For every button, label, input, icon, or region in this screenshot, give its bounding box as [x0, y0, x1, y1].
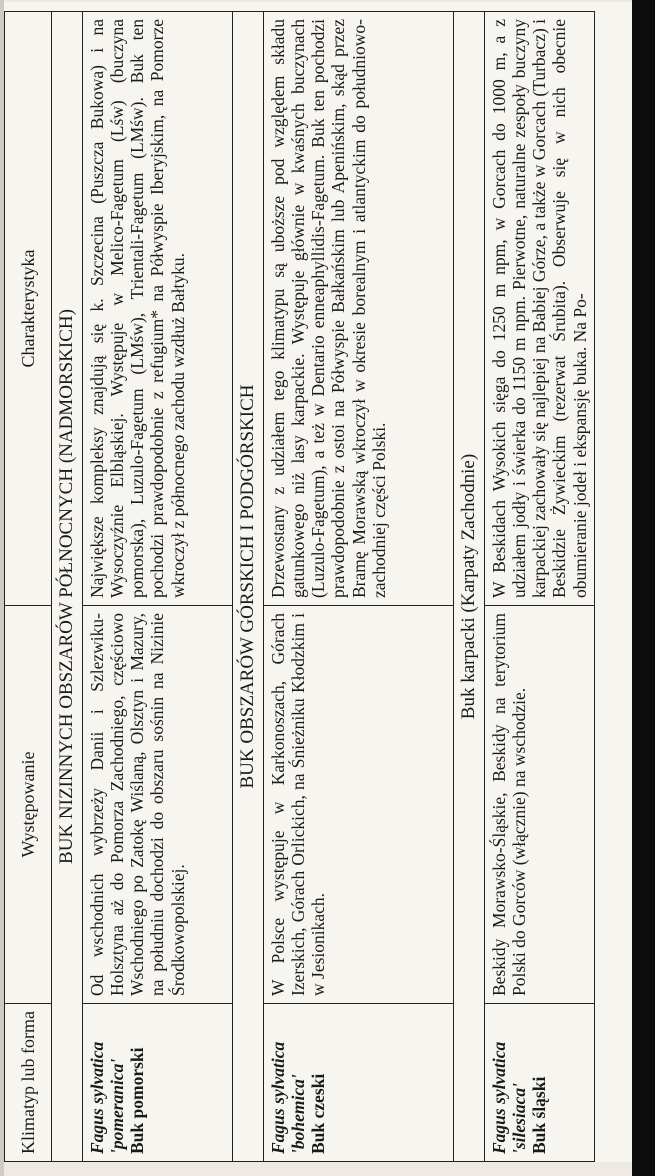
table-row — [264, 12, 454, 1162]
occurrence-cell: Od wschodnich wybrzeży Danii i Szlezwiku-Holsztyna aż do Pomorza Zachodniego, częściowo Wschodniego po Zatokę Wiślaną, Olsztyn i Mazury, na południu dochodzi do obszaru sośnin na Nizinie Środkowopolskiej. — [83, 606, 233, 1004]
section-title: Buk karpacki (Karpaty Zachodnie) — [454, 12, 485, 1162]
header-characteristics: Charakterystyka — [5, 12, 52, 606]
document-page — [4, 2, 632, 1162]
occurrence-cell: Beskidy Morawsko-Śląskie, Beskidy na terytorium Polski do Gorców (włącznie) na wschodzie. — [485, 606, 595, 1004]
section-row — [233, 12, 264, 1162]
table-header-row — [5, 12, 52, 1162]
climatype-cell — [485, 1004, 595, 1162]
polish-name: Buk pomorski — [127, 1047, 148, 1154]
section-title: BUK OBSZARÓW GÓRSKICH I PODGÓRSKICH — [233, 12, 264, 1162]
characteristics-cell: Drzewostany z udziałem tego klimatypu są uboższe pod względem składu gatunkowego niż lasy karpackie. Występuje głównie w kwaśnych buczynach (Luzulo-Fagetum), a też w Dentario enneaphyllidis-Fagetum. Buk ten pochodzi prawdopodobnie z ostoi na Półwyspie Bałkańskim lub Apenińskim, skąd przez Bramę Morawską wkroczył w okresie borealnym i atlantyckim do południowo-zachodniej części Polski. — [264, 12, 454, 606]
section-title: BUK NIZINNYCH OBSZARÓW PÓŁNOCNYCH (NADMORSKICH) — [52, 12, 83, 1162]
characteristics-cell: W Beskidach Wysokich sięga do 1250 m npm, w Gorcach do 1000 m, a z udziałem jodły i świerka do 1150 m npm. Pierwotne, naturalne zespoły buczyny karpackiej zachowały się najlepiej na Babiej Górze, a także w Gorcach (Turbacz) i Beskidzie Żywieckim (rezerwat Śrubita). Obserwuje się w nich obecnie obumieranie jodeł i ekspansję buka. Na Po- — [485, 12, 595, 606]
latin-name: Fagus sylvatica 'silesiaca' — [489, 1041, 530, 1154]
section-row — [454, 12, 485, 1162]
polish-name: Buk śląski — [529, 1076, 550, 1154]
header-occurrence: Występowanie — [5, 606, 52, 1004]
characteristics-cell: Największe kompleksy znajdują się k. Szczecina (Puszcza Bukowa) i na Wysoczyźnie Elbląskiej. Występuje w Melico-Fagetum (Lśw) (buczyna pomorska), Luzulo-Fagetum (LMśw), Trientali-Fagetum (LMśw). Buk ten pochodzi prawdopodobnie z refugium* na Półwyspie Iberyjskim, na Pomorze wkroczył z północnego zachodu wzdłuż Bałtyku. — [83, 12, 233, 606]
page-edge-shadow — [632, 0, 655, 1176]
polish-name: Buk czeski — [308, 1073, 329, 1154]
table-row — [485, 12, 595, 1162]
latin-name: Fagus sylvatica 'bohemica' — [268, 1041, 309, 1154]
table-row — [83, 12, 233, 1162]
section-row — [52, 12, 83, 1162]
climatype-cell — [83, 1004, 233, 1162]
latin-name: Fagus sylvatica 'pomeranica' — [87, 1041, 128, 1154]
occurrence-cell: W Polsce występuje w Karkonoszach, Górach Izerskich, Górach Orlickich, na Śnieżniku Kłodzkim i w Jesionikach. — [264, 606, 454, 1004]
header-climatype: Klimatyp lub forma — [5, 1004, 52, 1162]
beech-climatype-table — [4, 11, 595, 1162]
climatype-cell — [264, 1004, 454, 1162]
